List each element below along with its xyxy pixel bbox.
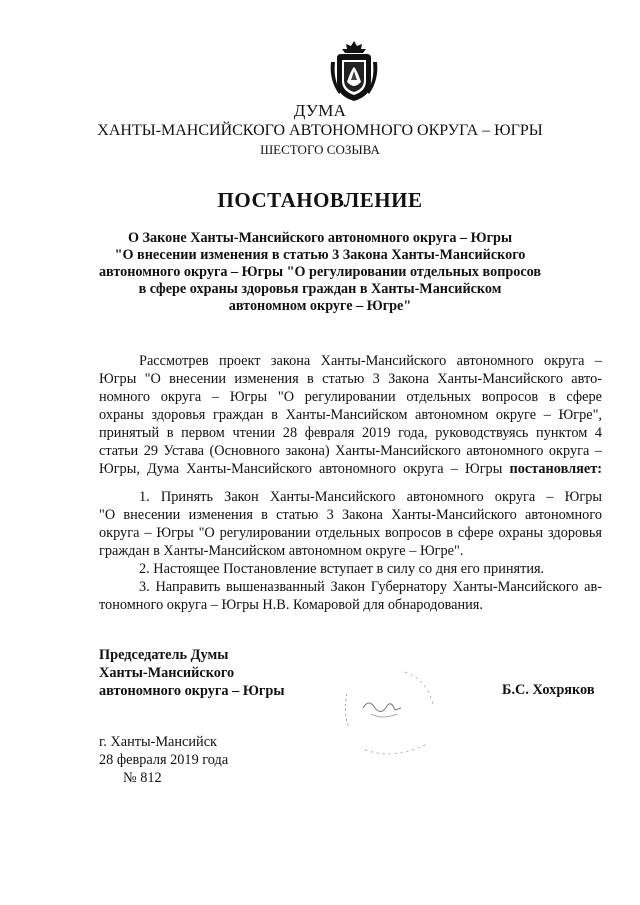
- council-name: ДУМА: [293, 101, 347, 120]
- item-line: 3. Направить вышеназванный Закон Губернатору Ханты-Мансийского ав-: [139, 579, 602, 595]
- item-line: округа – Югры "О регулировании отдельных вопросов в сфере охраны здоровья: [99, 525, 602, 541]
- item-line: "О внесении изменения в статью 3 Закона Ханты-Мансийского автономного: [99, 507, 602, 523]
- date: 28 февраля 2019 года: [99, 752, 229, 768]
- document-title: ПОСТАНОВЛЕНИЕ: [217, 188, 423, 212]
- document-subject: [0, 230, 640, 315]
- subject-line: автономного округа – Югры "О регулировании отдельных вопросов: [98, 264, 542, 280]
- subject-line: автономном округе – Югре": [228, 298, 412, 314]
- preamble-line: номного округа – Югры "О регулировании отдельных вопросов в сфере: [99, 389, 602, 405]
- chair-line: Ханты-Мансийского: [99, 665, 235, 681]
- chairman-title: [99, 646, 285, 700]
- preamble: [99, 352, 602, 478]
- preamble-line: охраны здоровья граждан в Ханты-Мансийском автономном округе – Югре",: [99, 407, 602, 423]
- subject-line: в сфере охраны здоровья граждан в Ханты-Мансийском: [138, 281, 502, 297]
- item-line: 2. Настоящее Постановление вступает в силу со дня его принятия.: [139, 561, 545, 577]
- subject-line: "О внесении изменения в статью 3 Закона Ханты-Мансийского: [114, 247, 526, 263]
- subject-line: О Законе Ханты-Мансийского автономного округа – Югры: [127, 230, 513, 246]
- place-date-number: [99, 733, 228, 787]
- preamble-line: принятый в первом чтении 28 февраля 2019 года, руководствуясь пунктом 4: [99, 425, 602, 441]
- preamble-line: статьи 29 Устава (Основного закона) Ханты-Мансийского автономного округа –: [99, 443, 602, 459]
- city: г. Ханты-Мансийск: [99, 734, 217, 750]
- resolution-items: [99, 488, 602, 614]
- chair-line: автономного округа – Югры: [99, 683, 285, 699]
- region-name: ХАНТЫ-МАНСИЙСКОГО АВТОНОМНОГО ОКРУГА – ЮГРЫ: [97, 122, 543, 139]
- preamble-line: Югры "О внесении изменения в статью 3 Закона Ханты-Мансийского авто-: [99, 371, 602, 387]
- document-number: № 812: [123, 770, 162, 786]
- item-line: граждан в Ханты-Мансийском автономном округе – Югре".: [99, 543, 464, 559]
- preamble-line: Рассмотрев проект закона Ханты-Мансийского автономного округа –: [139, 353, 602, 369]
- chair-line: Председатель Думы: [99, 647, 229, 663]
- coat-of-arms-icon: [329, 40, 379, 102]
- signer-name: Б.С. Хохряков: [502, 682, 595, 698]
- resolves-word: постановляет:: [509, 461, 602, 477]
- convocation: ШЕСТОГО СОЗЫВА: [260, 142, 380, 157]
- signature-stamp: [335, 664, 443, 760]
- item-line: 1. Принять Закон Ханты-Мансийского автономного округа – Югры: [139, 489, 602, 505]
- preamble-line-final: [99, 460, 602, 478]
- preamble-line-text: Югры, Дума Ханты-Мансийского автономного округа – Югры: [99, 461, 503, 477]
- item-line: тономного округа – Югры Н.В. Комаровой для обнародования.: [99, 597, 483, 613]
